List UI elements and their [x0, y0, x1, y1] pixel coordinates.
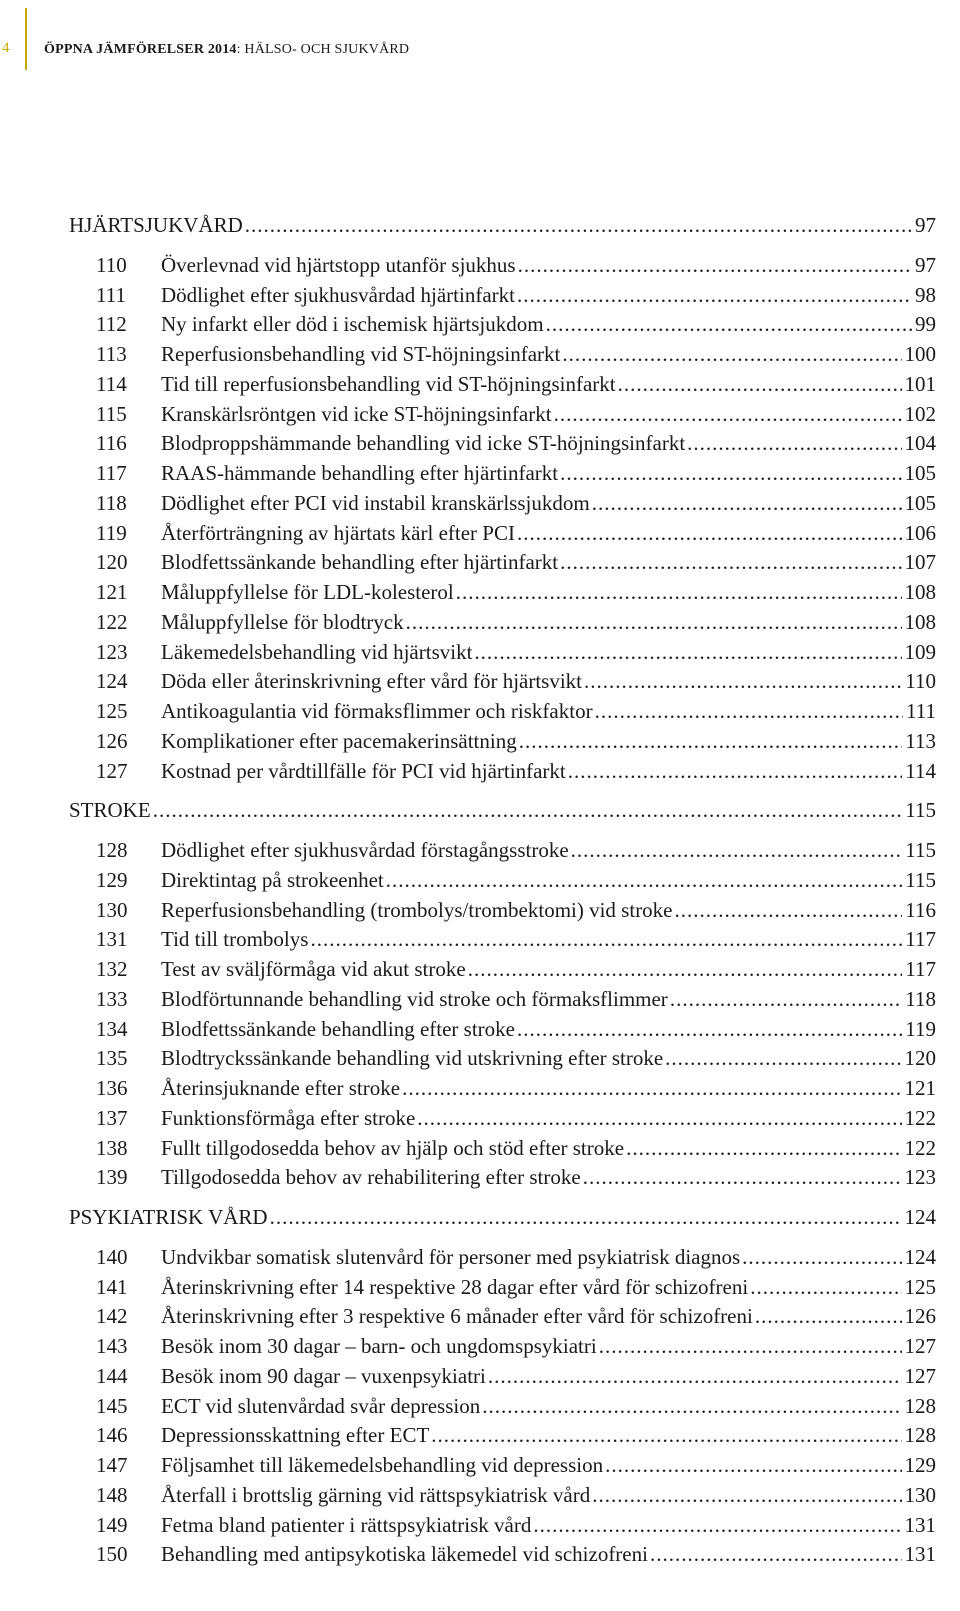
toc-entry[interactable] — [0, 756, 960, 786]
toc-line — [161, 339, 936, 369]
toc-line — [161, 1272, 936, 1302]
entry-page-number: 117 — [905, 957, 936, 981]
toc-entry[interactable] — [0, 428, 960, 458]
toc-entry[interactable] — [0, 1480, 960, 1510]
entry-title: Måluppfyllelse för LDL-kolesterol — [161, 580, 454, 604]
toc-entry[interactable] — [0, 369, 960, 399]
dot-leader — [245, 210, 912, 240]
dot-leader — [562, 339, 901, 369]
indicator-number: 129 — [96, 867, 128, 892]
toc-entry[interactable] — [0, 1361, 960, 1391]
toc-line — [161, 954, 936, 984]
toc-line — [161, 924, 936, 954]
entry-title: RAAS-hämmande behandling efter hjärtinfarkt — [161, 461, 559, 485]
entry-title: Återinskrivning efter 14 respektive 28 dagar efter vård för schizofreni — [161, 1274, 749, 1299]
dot-leader — [517, 280, 912, 310]
dot-leader — [571, 835, 903, 865]
toc-entry[interactable] — [0, 924, 960, 954]
toc-entry[interactable] — [0, 895, 960, 925]
indicator-number: 112 — [96, 312, 127, 337]
section-title: PSYKIATRISK VÅRD — [69, 1205, 268, 1229]
toc-entry[interactable] — [0, 637, 960, 667]
running-title-bold: ÖPPNA JÄMFÖRELSER 2014 — [44, 42, 237, 57]
dot-leader — [270, 1202, 902, 1232]
entry-page-number: 131 — [904, 1512, 936, 1537]
dot-leader — [618, 369, 902, 399]
entry-page-number: 110 — [905, 669, 936, 694]
indicator-number: 144 — [96, 1363, 128, 1388]
entry-title: Blodfettssänkande behandling efter hjärtinfarkt — [161, 550, 559, 575]
indicator-number: 123 — [96, 639, 128, 664]
indicator-number: 127 — [96, 758, 128, 783]
toc-entry[interactable] — [0, 1272, 960, 1302]
entry-title: Komplikationer efter pacemakerinsättning — [161, 728, 517, 753]
dot-leader — [488, 1361, 902, 1391]
toc-entry[interactable] — [0, 1043, 960, 1073]
entry-title: Funktionsförmåga efter stroke — [161, 1105, 416, 1130]
dot-leader — [417, 1103, 901, 1133]
toc-entry[interactable] — [0, 1103, 960, 1133]
entry-page-number: 124 — [904, 1244, 936, 1269]
dot-leader — [386, 865, 903, 895]
toc-line — [161, 309, 936, 339]
toc-entry[interactable] — [0, 1242, 960, 1272]
toc-line — [69, 795, 936, 825]
entry-page-number: 105 — [904, 490, 936, 515]
dot-leader — [584, 666, 902, 696]
entry-title: Besök inom 30 dagar – barn- och ungdomspsykiatri — [161, 1334, 597, 1358]
indicator-number: 145 — [96, 1393, 128, 1418]
toc-line — [161, 547, 936, 577]
toc-entry[interactable] — [0, 280, 960, 310]
dot-leader — [468, 954, 903, 984]
entry-page-number: 126 — [904, 1304, 936, 1329]
toc-line — [161, 1242, 936, 1272]
entry-title: Blodförtunnande behandling vid stroke och förmaksflimmer — [161, 986, 668, 1011]
entry-page-number: 128 — [904, 1423, 936, 1448]
toc-entry[interactable] — [0, 1162, 960, 1192]
toc-section-heading[interactable] — [0, 1202, 960, 1232]
indicator-number: 126 — [96, 728, 128, 753]
dot-leader — [626, 1133, 901, 1163]
entry-title: Blodfettssänkande behandling efter stroke — [161, 1016, 515, 1041]
page-header — [0, 0, 960, 100]
toc-entry[interactable] — [0, 1073, 960, 1103]
indicator-number: 142 — [96, 1304, 128, 1329]
entry-page-number: 98 — [915, 282, 936, 307]
dot-leader — [560, 458, 901, 488]
entry-title: Reperfusionsbehandling (trombolys/trombektomi) vid stroke — [161, 897, 673, 922]
toc-line — [161, 1133, 936, 1163]
toc-entry[interactable] — [0, 399, 960, 429]
toc-line — [161, 865, 936, 895]
dot-leader — [650, 1539, 902, 1569]
dot-leader — [546, 309, 912, 339]
entry-title: Återinsjuknande efter stroke — [161, 1076, 401, 1100]
entry-title: Kranskärlsröntgen vid icke ST-höjningsinfarkt — [161, 401, 552, 426]
indicator-number: 147 — [96, 1453, 128, 1477]
indicator-number: 116 — [96, 431, 127, 456]
indicator-number: 122 — [96, 609, 128, 634]
entry-title: Blodproppshämmande behandling vid icke ST-höjningsinfarkt — [161, 431, 686, 456]
indicator-number: 125 — [96, 699, 128, 723]
dot-leader — [517, 518, 902, 548]
entry-title: Tid till trombolys — [161, 927, 309, 952]
toc-line — [161, 1361, 936, 1391]
indicator-number: 110 — [96, 252, 127, 277]
toc-line — [161, 1073, 936, 1103]
entry-page-number: 128 — [904, 1393, 936, 1418]
toc-entry[interactable] — [0, 339, 960, 369]
dot-leader — [665, 1043, 901, 1073]
header-divider — [25, 8, 27, 70]
toc-line — [69, 210, 936, 240]
dot-leader — [670, 984, 902, 1014]
entry-page-number: 117 — [905, 927, 936, 952]
dot-leader — [554, 399, 902, 429]
entry-title: Direktintag på strokeenhet — [161, 867, 384, 892]
toc-entry[interactable] — [0, 954, 960, 984]
indicator-number: 137 — [96, 1105, 128, 1130]
toc-line — [161, 1014, 936, 1044]
toc-line — [161, 428, 936, 458]
entry-title: Dödlighet efter sjukhusvårdad förstagångsstroke — [161, 838, 569, 862]
entry-page-number: 122 — [904, 1105, 936, 1130]
entry-page-number: 109 — [904, 639, 936, 664]
dot-leader — [310, 924, 902, 954]
entry-page-number: 129 — [904, 1453, 936, 1477]
dot-leader — [456, 577, 902, 607]
entry-page-number: 107 — [904, 550, 936, 575]
toc-entry[interactable] — [0, 726, 960, 756]
indicator-number: 146 — [96, 1423, 128, 1448]
section-page-number: 115 — [905, 798, 936, 823]
toc-entry[interactable] — [0, 1510, 960, 1540]
running-title-rest: : HÄLSO- OCH SJUKVÅRD — [236, 42, 410, 57]
entry-page-number: 111 — [906, 699, 936, 723]
dot-leader — [533, 1510, 901, 1540]
toc-line — [161, 895, 936, 925]
dot-leader — [517, 1014, 902, 1044]
toc-line — [161, 1103, 936, 1133]
entry-page-number: 131 — [904, 1542, 936, 1567]
indicator-number: 135 — [96, 1046, 128, 1071]
toc-line — [161, 696, 936, 726]
dot-leader — [518, 250, 912, 280]
entry-page-number: 100 — [904, 342, 936, 366]
entry-page-number: 114 — [905, 758, 936, 783]
dot-leader — [482, 1391, 901, 1421]
entry-page-number: 99 — [915, 312, 936, 337]
section-title: HJÄRTSJUKVÅRD — [69, 213, 243, 237]
dot-leader — [599, 1331, 902, 1361]
dot-leader — [592, 1480, 901, 1510]
entry-page-number: 104 — [904, 431, 936, 456]
entry-page-number: 105 — [904, 461, 936, 485]
entry-page-number: 130 — [904, 1482, 936, 1507]
indicator-number: 121 — [96, 580, 128, 604]
entry-page-number: 97 — [915, 252, 936, 277]
entry-title: Behandling med antipsykotiska läkemedel vid schizofreni — [161, 1542, 648, 1567]
entry-page-number: 127 — [904, 1363, 936, 1388]
section-title: STROKE — [69, 798, 151, 823]
toc-entry[interactable] — [0, 458, 960, 488]
section-page-number: 124 — [904, 1205, 936, 1229]
indicator-number: 118 — [96, 490, 127, 515]
toc-line — [161, 1301, 936, 1331]
entry-title: Reperfusionsbehandling vid ST-höjningsinfarkt — [161, 342, 561, 366]
toc-line — [161, 1420, 936, 1450]
entry-title: Depressionsskattning efter ECT — [161, 1423, 430, 1448]
entry-title: Döda eller återinskrivning efter vård för hjärtsvikt — [161, 669, 583, 694]
dot-leader — [687, 428, 901, 458]
dot-leader — [583, 1162, 902, 1192]
toc-line — [161, 1331, 936, 1361]
toc-entry[interactable] — [0, 1450, 960, 1480]
toc-line — [161, 726, 936, 756]
entry-page-number: 113 — [905, 728, 936, 753]
indicator-number: 139 — [96, 1165, 128, 1190]
entry-page-number: 120 — [904, 1046, 936, 1071]
toc-entry[interactable] — [0, 1539, 960, 1569]
dot-leader — [755, 1301, 902, 1331]
entry-page-number: 122 — [904, 1135, 936, 1160]
entry-title: Läkemedelsbehandling vid hjärtsvikt — [161, 639, 473, 664]
dot-leader — [568, 756, 903, 786]
dot-leader — [742, 1242, 901, 1272]
toc-line — [161, 1539, 936, 1569]
indicator-number: 124 — [96, 669, 128, 694]
dot-leader — [474, 637, 901, 667]
entry-title: Fetma bland patienter i rättspsykiatrisk vård — [161, 1512, 532, 1537]
toc-line — [69, 1202, 936, 1232]
toc-line — [161, 1162, 936, 1192]
dot-leader — [519, 726, 903, 756]
entry-title: Undvikbar somatisk slutenvård för personer med psykiatrisk diagnos — [161, 1244, 741, 1269]
toc-line — [161, 835, 936, 865]
entry-title: Återinskrivning efter 3 respektive 6 månader efter vård för schizofreni — [161, 1304, 753, 1329]
toc-line — [161, 458, 936, 488]
toc-entry[interactable] — [0, 518, 960, 548]
entry-page-number: 101 — [904, 371, 936, 396]
toc-line — [161, 1510, 936, 1540]
toc-line — [161, 756, 936, 786]
indicator-number: 114 — [96, 371, 127, 396]
dot-leader — [153, 795, 903, 825]
dot-leader — [675, 895, 903, 925]
entry-page-number: 123 — [904, 1165, 936, 1190]
entry-page-number: 108 — [904, 609, 936, 634]
toc-entry[interactable] — [0, 577, 960, 607]
toc-entry[interactable] — [0, 1133, 960, 1163]
entry-title: Måluppfyllelse för blodtryck — [161, 609, 404, 634]
toc-line — [161, 250, 936, 280]
indicator-number: 140 — [96, 1244, 128, 1269]
entry-page-number: 119 — [905, 1016, 936, 1041]
toc-line — [161, 399, 936, 429]
indicator-number: 113 — [96, 342, 127, 366]
indicator-number: 143 — [96, 1334, 128, 1358]
toc-section-heading[interactable] — [0, 795, 960, 825]
entry-page-number: 115 — [905, 867, 936, 892]
toc-line — [161, 666, 936, 696]
toc-line — [161, 1480, 936, 1510]
indicator-number: 136 — [96, 1076, 128, 1100]
entry-title: Fullt tillgodosedda behov av hjälp och stöd efter stroke — [161, 1135, 625, 1160]
indicator-number: 150 — [96, 1542, 128, 1567]
toc-entry[interactable] — [0, 250, 960, 280]
toc-entry[interactable] — [0, 1331, 960, 1361]
indicator-number: 115 — [96, 401, 127, 426]
entry-title: Återfall i brottslig gärning vid rättspsykiatrisk vård — [161, 1482, 591, 1507]
indicator-number: 128 — [96, 838, 128, 862]
entry-page-number: 125 — [904, 1274, 936, 1299]
toc-entry[interactable] — [0, 835, 960, 865]
toc-entry[interactable] — [0, 666, 960, 696]
toc-line — [161, 488, 936, 518]
toc-line — [161, 1043, 936, 1073]
dot-leader — [431, 1420, 901, 1450]
toc-entry[interactable] — [0, 865, 960, 895]
running-title — [44, 42, 409, 58]
entry-page-number: 118 — [905, 986, 936, 1011]
toc-line — [161, 577, 936, 607]
indicator-number: 148 — [96, 1482, 128, 1507]
entry-title: Ny infarkt eller död i ischemisk hjärtsjukdom — [161, 312, 544, 337]
entry-title: Överlevnad vid hjärtstopp utanför sjukhus — [161, 252, 516, 277]
toc-entry[interactable] — [0, 1014, 960, 1044]
page-number: 4 — [2, 40, 10, 56]
entry-title: ECT vid slutenvårdad svår depression — [161, 1393, 481, 1418]
entry-title: Dödlighet efter sjukhusvårdad hjärtinfarkt — [161, 282, 515, 307]
indicator-number: 132 — [96, 957, 128, 981]
entry-title: Dödlighet efter PCI vid instabil kranskärlssjukdom — [161, 490, 590, 515]
entry-page-number: 106 — [904, 520, 936, 545]
toc-line — [161, 369, 936, 399]
dot-leader — [406, 607, 902, 637]
entry-title: Tid till reperfusionsbehandling vid ST-höjningsinfarkt — [161, 371, 616, 396]
section-page-number: 97 — [915, 213, 936, 237]
indicator-number: 117 — [96, 461, 127, 485]
entry-title: Besök inom 90 dagar – vuxenpsykiatri — [161, 1363, 486, 1388]
indicator-number: 120 — [96, 550, 128, 575]
toc-line — [161, 1391, 936, 1421]
indicator-number: 149 — [96, 1512, 128, 1537]
entry-page-number: 115 — [905, 838, 936, 862]
dot-leader — [750, 1272, 901, 1302]
entry-title: Kostnad per vårdtillfälle för PCI vid hjärtinfarkt — [161, 758, 566, 783]
entry-page-number: 121 — [904, 1076, 936, 1100]
toc-line — [161, 280, 936, 310]
entry-page-number: 116 — [905, 897, 936, 922]
indicator-number: 131 — [96, 927, 128, 952]
toc-entry[interactable] — [0, 984, 960, 1014]
entry-title: Antikoagulantia vid förmaksflimmer och riskfaktor — [161, 699, 593, 723]
dot-leader — [560, 547, 901, 577]
indicator-number: 133 — [96, 986, 128, 1011]
toc-section-heading[interactable] — [0, 210, 960, 240]
indicator-number: 119 — [96, 520, 127, 545]
toc-line — [161, 607, 936, 637]
toc-entry[interactable] — [0, 488, 960, 518]
toc-entry[interactable] — [0, 547, 960, 577]
entry-title: Tillgodosedda behov av rehabilitering efter stroke — [161, 1165, 581, 1190]
entry-title: Följsamhet till läkemedelsbehandling vid depression — [161, 1453, 604, 1477]
dot-leader — [592, 488, 902, 518]
entry-title: Återförträngning av hjärtats kärl efter PCI — [161, 520, 515, 545]
toc-line — [161, 637, 936, 667]
indicator-number: 111 — [96, 282, 126, 307]
toc-entry[interactable] — [0, 309, 960, 339]
dot-leader — [402, 1073, 901, 1103]
indicator-number: 134 — [96, 1016, 128, 1041]
indicator-number: 138 — [96, 1135, 128, 1160]
toc-entry[interactable] — [0, 1301, 960, 1331]
dot-leader — [595, 696, 903, 726]
entry-page-number: 102 — [904, 401, 936, 426]
entry-page-number: 127 — [904, 1334, 936, 1358]
indicator-number: 141 — [96, 1274, 128, 1299]
dot-leader — [605, 1450, 901, 1480]
toc-line — [161, 984, 936, 1014]
toc-entry[interactable] — [0, 607, 960, 637]
toc-entry[interactable] — [0, 1420, 960, 1450]
toc-line — [161, 1450, 936, 1480]
toc-entry[interactable] — [0, 1391, 960, 1421]
entry-title: Test av sväljförmåga vid akut stroke — [161, 957, 466, 981]
toc-line — [161, 518, 936, 548]
toc-entry[interactable] — [0, 696, 960, 726]
entry-title: Blodtryckssänkande behandling vid utskrivning efter stroke — [161, 1046, 664, 1071]
entry-page-number: 108 — [904, 580, 936, 604]
indicator-number: 130 — [96, 897, 128, 922]
